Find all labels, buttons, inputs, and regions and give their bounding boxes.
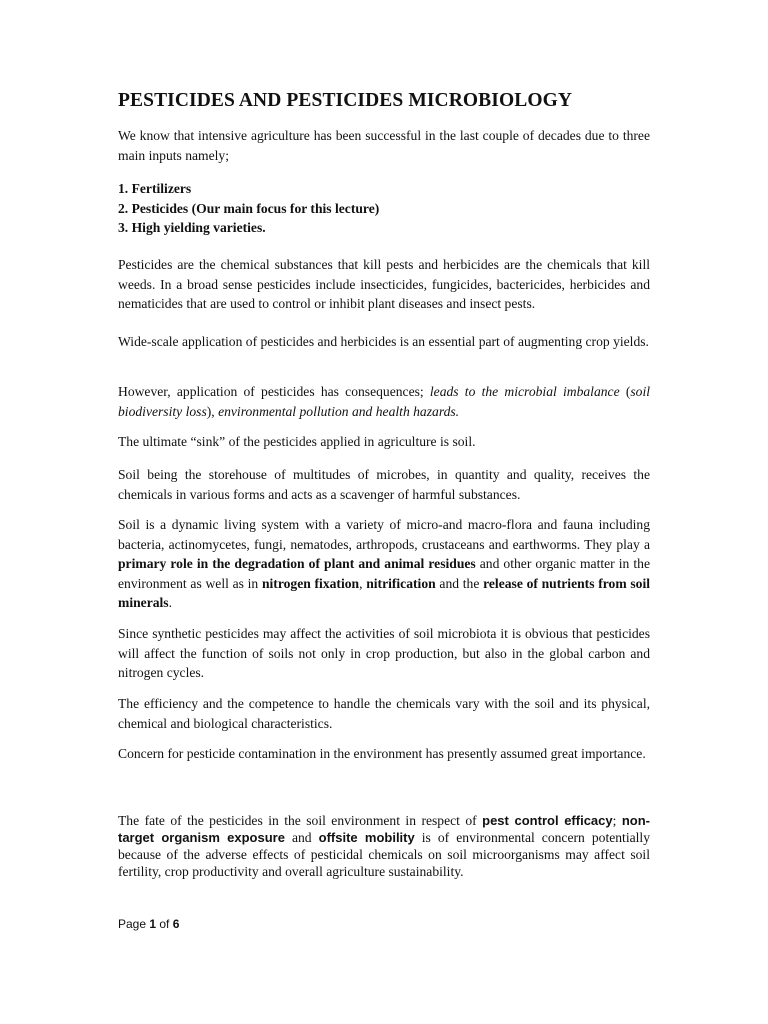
fate-paragraph: [118, 812, 650, 880]
definition-paragraph: Pesticides are the chemical substances that kill pests and herbicides are the chemicals that kill weeds. In a broad sense pesticides include insecticides, fungicides, bactericides, herbicides and nematicides that are used to control or inhibit plant diseases and insect pests.: [118, 257, 650, 311]
fate-text-1: The fate of the pesticides in the soil environment in respect of: [118, 813, 483, 828]
concern-paragraph: Concern for pesticide contamination in the environment has presently assumed great importance.: [118, 746, 646, 761]
dynamic-text-5: .: [168, 595, 172, 610]
consequences-lead: However, application of pesticides has consequences;: [118, 384, 430, 399]
list-item: 2. Pesticides (Our main focus for this lecture): [118, 200, 380, 216]
dynamic-bold-4: release of nutrients from soil minerals: [118, 575, 651, 610]
document-title: PESTICIDES AND PESTICIDES MICROBIOLOGY: [118, 90, 573, 111]
dynamic-text-3: ,: [359, 575, 367, 591]
footer-page-number: 1: [149, 917, 157, 931]
list-item: 1. Fertilizers: [118, 181, 192, 196]
dynamic-paragraph: [118, 515, 650, 613]
fate-text-2: ;: [612, 813, 622, 828]
fate-text-4: is of environmental concern potentially because of the adverse effects of pesticidal chemicals on soil microorganisms may affect soil fertility, crop productivity and overall agriculture sustainability.: [118, 830, 650, 879]
synthetic-paragraph: Since synthetic pesticides may affect the activities of soil microbiota it is obvious that pesticides will affect the function of soils not only in crop production, but also in the global carbon and nitrogen cycles.: [118, 626, 650, 680]
paren-close: ),: [206, 403, 219, 419]
footer-of-word: of: [156, 917, 173, 931]
consequences-paragraph: [118, 382, 650, 421]
storehouse-paragraph: Soil being the storehouse of multitudes of microbes, in quantity and quality, receives the chemicals in various forms and acts as a scavenger of harmful substances.: [118, 467, 650, 502]
consequences-italic-2: soil biodiversity loss: [118, 384, 650, 419]
list-item: 3. High yielding varieties.: [118, 220, 266, 235]
footer-page-word: Page: [118, 917, 150, 931]
consequences-italic-1: leads to the microbial imbalance: [429, 384, 620, 399]
dynamic-bold-1: primary role in the degradation of plant and animal residues: [118, 556, 476, 571]
intro-paragraph: We know that intensive agriculture has been successful in the last couple of decades due to three main inputs namely;: [118, 128, 650, 163]
sink-paragraph: The ultimate “sink” of the pesticides applied in agriculture is soil.: [118, 434, 476, 449]
fate-bold-3: offsite mobility: [318, 830, 415, 845]
efficiency-paragraph: The efficiency and the competence to handle the chemicals vary with the soil and its physical, chemical and biological characteristics.: [118, 696, 650, 731]
dynamic-bold-3: nitrification: [366, 575, 436, 591]
dynamic-text-4: and the: [435, 575, 484, 591]
inputs-list: [118, 179, 379, 238]
dynamic-text-1: Soil is a dynamic living system with a variety of micro-and macro-flora and fauna including bacteria, actinomycetes, fungi, nematodes, arthropods, crustaceans and earthworms. They play a: [118, 517, 650, 552]
fate-bold-2: non-target organism exposure: [118, 813, 650, 845]
fate-text-3: and: [284, 830, 319, 845]
dynamic-bold-2: nitrogen fixation: [261, 575, 360, 591]
dynamic-text-2: and other organic matter in the environment as well as in: [118, 556, 650, 591]
page-footer: [118, 917, 179, 931]
consequences-italic-3: environmental pollution and health hazards.: [218, 403, 460, 419]
widescale-paragraph: Wide-scale application of pesticides and herbicides is an essential part of augmenting crop yields.: [118, 334, 649, 349]
paren-open: (: [619, 384, 631, 399]
footer-page-total: 6: [172, 917, 180, 931]
fate-bold-1: pest control efficacy: [482, 813, 613, 828]
